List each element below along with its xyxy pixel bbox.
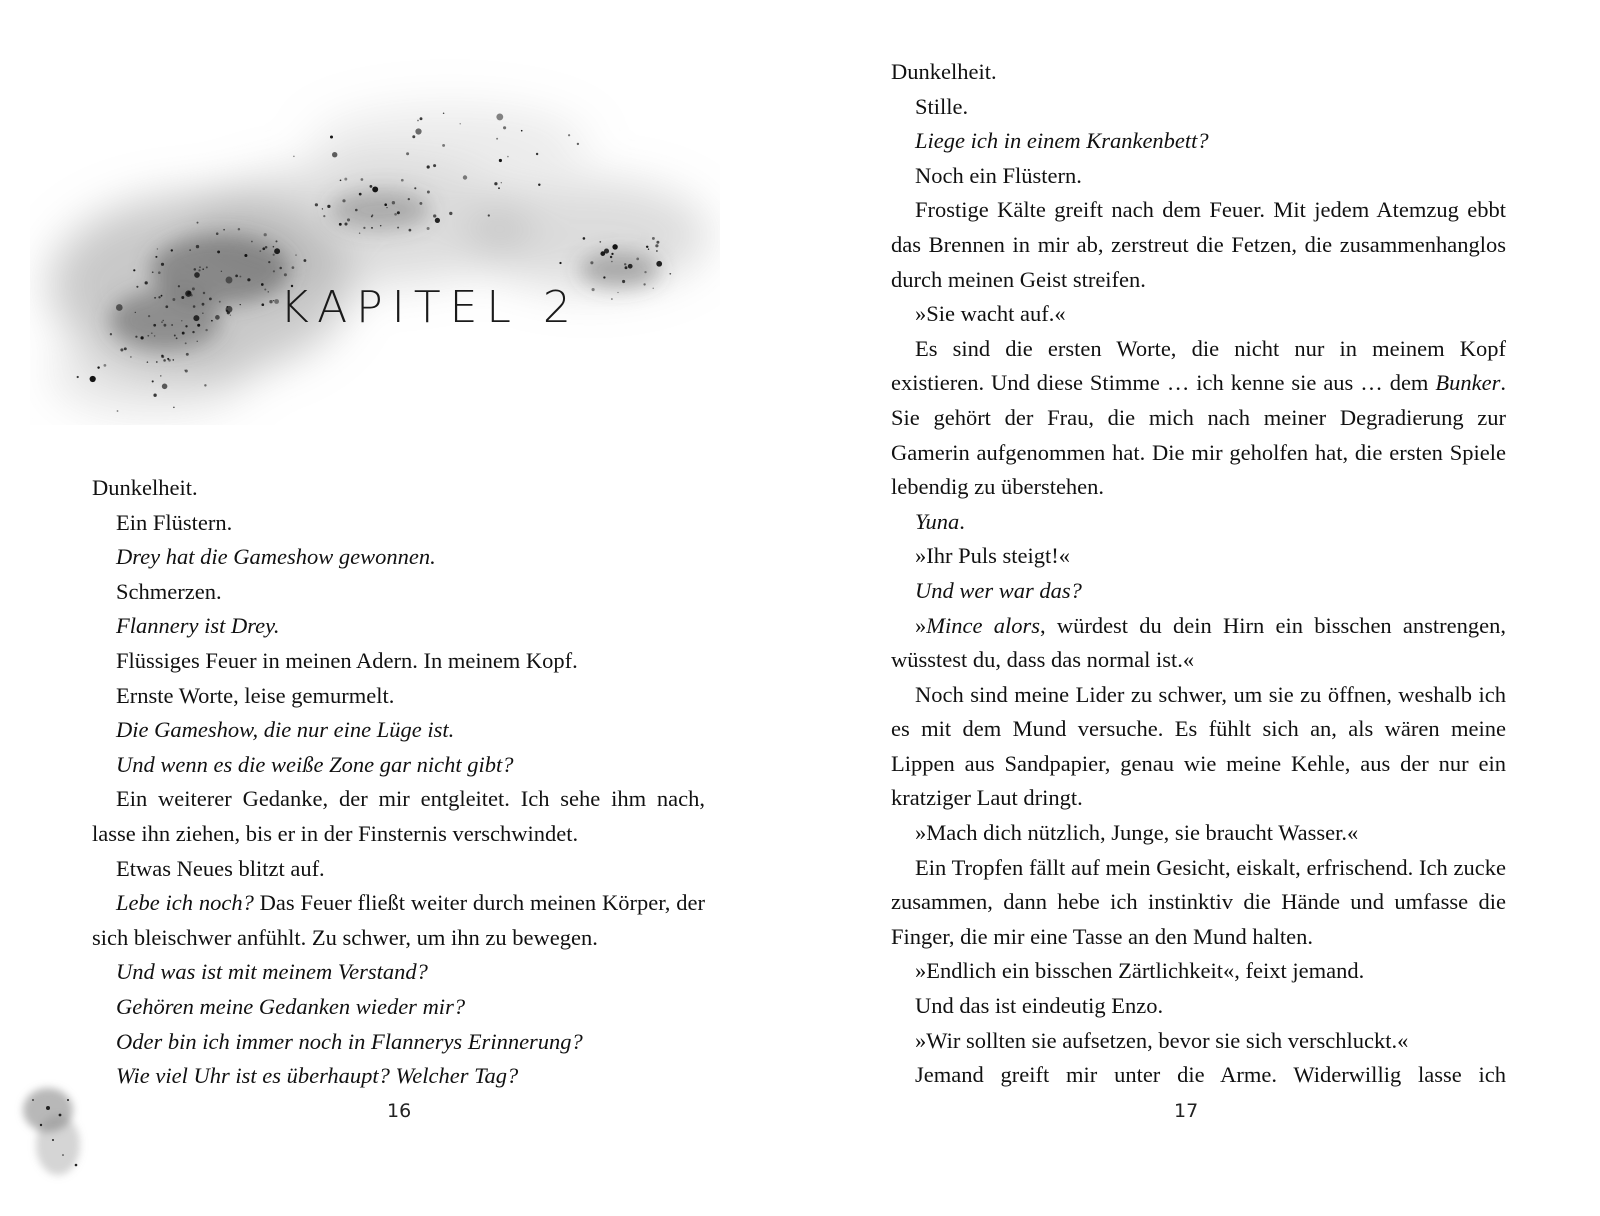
italic-text-run: Und was ist mit meinem Verstand?: [116, 959, 428, 985]
star-dot: [583, 237, 586, 240]
paragraph: [92, 609, 705, 644]
paragraph: [891, 55, 1506, 90]
star-dot: [223, 229, 225, 231]
star-dot: [340, 179, 342, 181]
star-dot: [494, 182, 497, 185]
star-dot: [599, 241, 601, 243]
star-dot: [165, 305, 168, 308]
star-dot: [133, 269, 135, 271]
star-dot: [370, 185, 373, 188]
star-dot: [394, 213, 397, 216]
star-dot: [612, 244, 617, 249]
star-dot: [415, 128, 421, 134]
star-dot: [145, 281, 148, 284]
text-run: »Wir sollten sie aufsetzen, bevor sie sich verschluckt.«: [915, 1027, 1409, 1053]
star-dot: [163, 359, 166, 362]
paragraph: [891, 989, 1506, 1024]
star-dot: [197, 324, 200, 327]
text-run: Ein Flüstern.: [116, 509, 233, 535]
star-dot: [499, 159, 502, 162]
star-dot: [577, 143, 579, 145]
paragraph: [92, 886, 705, 955]
star-dot: [239, 276, 241, 278]
star-dot: [568, 134, 570, 136]
star-dot: [610, 256, 612, 258]
star-dot: [427, 227, 430, 230]
text-run: Es sind die ersten Worte, die nicht nur in meinem Kopf existieren. Und diese Stimme … ich kenne sie aus … dem: [891, 335, 1506, 396]
right-page: [800, 0, 1600, 1216]
star-dot: [427, 191, 430, 194]
star-dot: [193, 315, 199, 321]
paragraph: [92, 748, 705, 783]
star-dot: [273, 270, 275, 272]
star-dot: [90, 376, 96, 382]
star-dot: [262, 247, 265, 250]
star-dot: [153, 394, 156, 397]
star-dot: [120, 348, 123, 351]
star-dot: [636, 258, 639, 261]
star-dot: [503, 126, 506, 129]
star-dot: [460, 123, 461, 124]
text-run: Stille.: [915, 93, 969, 119]
star-dot: [171, 324, 173, 326]
nebula-illustration-icon: [30, 55, 720, 425]
star-dot: [380, 225, 381, 226]
star-dot: [284, 273, 287, 276]
page-number-left: 16: [387, 1100, 412, 1122]
text-run: Etwas Neues blitzt auf.: [116, 855, 325, 881]
star-dot: [157, 248, 158, 249]
star-dot: [185, 342, 187, 344]
star-dot: [176, 337, 178, 339]
star-dot: [344, 222, 347, 225]
star-dot: [273, 246, 275, 248]
star-dot: [656, 261, 662, 267]
paragraph: [891, 678, 1506, 816]
star-dot: [244, 254, 247, 257]
star-dot: [347, 218, 350, 221]
chapter-title: KAPITEL 2: [280, 282, 580, 333]
italic-text-run: Flannery ist Drey.: [116, 613, 280, 639]
star-dot: [196, 245, 199, 248]
paragraph: [92, 471, 705, 506]
paragraph: [92, 955, 705, 990]
text-run: Ein Tropfen fällt auf mein Gesicht, eiskalt, erfrischend. Ich zucke zusammen, dann hebe ich instinktiv die Hände und umfasse die Finger, die mir eine Tasse an den Mund halten.: [891, 854, 1506, 949]
star-dot: [181, 296, 184, 299]
star-dot: [355, 209, 358, 212]
star-dot: [154, 297, 156, 299]
text-run: Und das ist eindeutig Enzo.: [915, 993, 1164, 1019]
star-dot: [408, 198, 410, 200]
star-dot: [190, 294, 193, 297]
star-dot: [339, 223, 342, 226]
star-dot: [104, 364, 107, 367]
star-dot: [164, 324, 167, 327]
star-dot: [259, 250, 261, 252]
star-dot: [153, 324, 156, 327]
star-dot: [135, 312, 136, 313]
star-dot: [189, 249, 190, 250]
star-dot: [219, 301, 221, 303]
star-dot: [443, 113, 445, 115]
star-dot: [435, 218, 440, 223]
star-dot: [414, 187, 416, 189]
text-run: »Endlich ein bisschen Zärtlichkeit«, feixt jemand.: [915, 958, 1365, 984]
italic-text-run: Mince alors: [926, 612, 1040, 638]
star-dot: [646, 246, 648, 248]
italic-text-run: Gehören meine Gedanken wieder mir?: [116, 993, 466, 1019]
star-dot: [611, 253, 613, 255]
italic-text-run: Wie viel Uhr ist es überhaupt? Welcher Tag?: [116, 1063, 519, 1089]
star-dot: [406, 152, 409, 155]
paragraph: [92, 540, 705, 575]
star-dot: [226, 277, 233, 284]
star-dot: [590, 261, 593, 264]
star-dot: [655, 244, 658, 247]
text-run: »Ihr Puls steigt!«: [915, 543, 1070, 569]
star-dot: [538, 183, 540, 185]
star-dot: [182, 332, 185, 335]
paragraph: [891, 816, 1506, 851]
text-run: »: [915, 612, 927, 638]
star-dot: [147, 361, 149, 363]
star-dot: [161, 355, 164, 358]
star-dot: [409, 229, 412, 232]
star-dot: [652, 237, 655, 240]
paragraph: [891, 297, 1506, 332]
star-dot: [611, 298, 613, 300]
star-dot: [192, 287, 195, 290]
star-dot: [209, 297, 212, 300]
star-dot: [419, 202, 422, 205]
paragraph: [92, 713, 705, 748]
star-dot: [617, 292, 618, 293]
star-dot: [161, 321, 163, 323]
star-dot: [178, 285, 180, 287]
star-dot: [521, 130, 523, 132]
star-dot: [330, 135, 333, 138]
star-dot: [274, 299, 279, 304]
star-dot: [496, 113, 503, 120]
star-dot: [158, 271, 161, 274]
star-dot: [332, 152, 337, 157]
star-dot: [161, 295, 163, 297]
star-dot: [344, 178, 347, 181]
star-dot: [397, 211, 400, 214]
star-dot: [172, 298, 175, 301]
star-dot: [202, 303, 205, 306]
star-dot: [427, 165, 430, 168]
star-dot: [449, 212, 452, 215]
star-dot: [643, 283, 645, 285]
page-number-right: 17: [1174, 1100, 1199, 1122]
star-dot: [202, 268, 204, 270]
star-dot: [359, 193, 362, 196]
star-dot: [371, 215, 373, 217]
star-dot: [653, 288, 654, 289]
star-dot: [397, 227, 399, 229]
star-dot: [359, 232, 360, 233]
star-dot: [184, 370, 185, 371]
paragraph: [891, 505, 1506, 540]
star-dot: [279, 267, 282, 270]
star-dot: [161, 263, 164, 266]
star-dot: [147, 335, 149, 337]
star-dot: [185, 325, 187, 327]
paragraph: [92, 679, 705, 714]
star-dot: [130, 356, 131, 357]
star-dot: [488, 214, 490, 216]
star-dot: [148, 315, 150, 317]
star-dot: [240, 304, 241, 305]
star-dot: [117, 410, 119, 412]
star-dot: [116, 304, 123, 311]
star-dot: [463, 175, 467, 179]
star-dot: [158, 296, 160, 298]
text-run: . Sie gehört der Frau, die mich nach meiner Degradierung zur Gamerin aufgenommen hat. Die mir geholfen hat, die ersten Spiele lebendig zu überstehen.: [891, 370, 1506, 500]
star-dot: [135, 336, 137, 338]
star-dot: [412, 135, 415, 138]
star-dot: [261, 283, 264, 286]
star-dot: [162, 384, 168, 390]
text-run: Noch ein Flüstern.: [915, 162, 1082, 188]
star-dot: [322, 208, 323, 209]
star-dot: [624, 263, 626, 265]
star-dot: [363, 227, 365, 229]
text-run: .: [959, 508, 965, 534]
star-dot: [501, 182, 502, 183]
star-dot: [625, 266, 628, 269]
star-dot: [433, 214, 436, 217]
star-dot: [162, 320, 163, 321]
text-run: Dunkelheit.: [92, 475, 198, 500]
star-dot: [155, 256, 157, 258]
paragraph: [891, 90, 1506, 125]
text-run: Noch sind meine Lider zu schwer, um sie zu öffnen, weshalb ich es mit dem Mund versuche. Es fühlt sich an, als wären meine Lippen aus Sandpapier, genau wie meine Kehle, aus der nur ein kratziger Laut dringt.: [891, 681, 1506, 811]
star-dot: [171, 249, 173, 251]
text-run: Ernste Worte, leise gemurmelt.: [116, 682, 395, 708]
star-dot: [433, 164, 436, 167]
star-dot: [230, 315, 231, 316]
star-dot: [315, 203, 318, 206]
star-dot: [269, 300, 272, 303]
text-run: Flüssiges Feuer in meinen Adern. In meinem Kopf.: [116, 647, 578, 673]
star-dot: [172, 359, 174, 361]
star-dot: [124, 347, 127, 350]
text-run: Schmerzen.: [116, 578, 222, 604]
star-dot: [199, 266, 201, 268]
star-dot: [215, 315, 220, 320]
paragraph: [891, 124, 1506, 159]
italic-text-run: Und wer war das?: [915, 577, 1082, 603]
star-dot: [168, 359, 171, 362]
star-dot: [238, 228, 240, 230]
star-dot: [221, 271, 222, 272]
paragraph: [92, 644, 705, 679]
paragraph: [891, 332, 1506, 505]
star-dot: [77, 376, 79, 378]
paragraph: [92, 1059, 705, 1094]
star-dot: [198, 269, 200, 271]
star-dot: [193, 305, 196, 308]
paragraph: [891, 609, 1506, 678]
star-dot: [160, 375, 161, 376]
star-dot: [559, 262, 561, 264]
text-run: , würdest du dein Hirn ein bisschen anstrengen, wüsstest du, dass das normal ist.«: [891, 612, 1506, 673]
paragraph: [891, 574, 1506, 609]
star-dot: [342, 199, 345, 202]
paragraph: [891, 539, 1506, 574]
star-dot: [247, 278, 250, 281]
star-dot: [268, 291, 269, 292]
star-dot: [507, 156, 509, 158]
star-dot: [604, 249, 609, 254]
text-run: Jemand greift mir unter die Arme. Widerwillig lasse ich: [915, 1062, 1506, 1088]
text-run: Ein weiterer Gedanke, der mir entgleitet. Ich sehe ihm nach, lasse ihn ziehen, bis er in der Finsternis verschwindet.: [92, 786, 705, 846]
paragraph: [891, 954, 1506, 989]
left-body-text: [92, 471, 705, 1094]
star-dot: [303, 259, 306, 262]
paragraph: [92, 506, 705, 541]
star-dot: [152, 271, 154, 273]
star-dot: [496, 138, 498, 140]
star-dot: [216, 232, 219, 235]
star-dot: [251, 241, 253, 243]
paragraph: [92, 1025, 705, 1060]
italic-text-run: Drey hat die Gameshow gewonnen.: [116, 544, 436, 570]
star-dot: [273, 300, 274, 301]
star-dot: [261, 303, 264, 306]
star-dot: [202, 313, 203, 314]
star-dot: [194, 268, 197, 271]
italic-text-run: Und wenn es die weiße Zone gar nicht gibt?: [116, 751, 514, 777]
star-dot: [392, 201, 395, 204]
star-dot: [293, 156, 294, 157]
star-dot: [186, 353, 189, 356]
star-dot: [420, 117, 423, 120]
paragraph: [92, 852, 705, 887]
star-dot: [628, 264, 633, 269]
star-dot: [401, 179, 404, 182]
corner-nebula-icon: [8, 1070, 98, 1190]
star-dot: [204, 384, 206, 386]
star-dot: [197, 341, 198, 342]
star-dot: [371, 227, 373, 229]
star-dot: [275, 240, 277, 242]
star-dot: [174, 335, 176, 337]
star-dot: [592, 288, 595, 291]
star-dot: [669, 273, 671, 275]
star-dot: [361, 178, 364, 181]
text-run: »Sie wacht auf.«: [915, 301, 1066, 327]
star-dot: [622, 280, 625, 283]
star-dot: [417, 120, 419, 122]
star-dot: [173, 407, 174, 408]
paragraph: [891, 1058, 1506, 1093]
star-dot: [292, 266, 295, 269]
star-dot: [205, 329, 207, 331]
star-dot: [211, 320, 213, 322]
star-dot: [265, 246, 268, 249]
star-dot: [181, 320, 182, 321]
star-dot: [110, 333, 112, 335]
paragraph: [92, 990, 705, 1025]
text-run: Frostige Kälte greift nach dem Feuer. Mit jedem Atemzug ebbt das Brennen in mir ab, zerstreut die Fetzen, die zusammenhanglos durch meinen Geist streifen.: [891, 197, 1506, 292]
star-dot: [656, 250, 658, 252]
star-dot: [536, 153, 538, 155]
text-run: »Mach dich nützlich, Junge, sie braucht Wasser.«: [915, 820, 1359, 846]
star-dot: [273, 254, 275, 256]
star-dot: [197, 222, 199, 224]
star-dot: [97, 366, 99, 368]
italic-text-run: Yuna: [915, 508, 960, 534]
star-dot: [295, 254, 296, 255]
star-dot: [154, 335, 156, 337]
star-dot: [136, 286, 138, 288]
text-run: Dunkelheit.: [891, 59, 997, 84]
italic-text-run: Liege ich in einem Krankenbett?: [915, 128, 1209, 154]
star-dot: [498, 187, 500, 189]
star-dot: [274, 248, 280, 254]
italic-text-run: Lebe ich noch?: [116, 890, 254, 916]
italic-text-run: Die Gameshow, die nur eine Lüge ist.: [116, 717, 455, 743]
star-dot: [192, 331, 194, 333]
star-dot: [386, 207, 387, 208]
paragraph: [891, 193, 1506, 297]
star-dot: [203, 292, 205, 294]
star-dot: [264, 233, 267, 236]
star-dot: [648, 248, 649, 249]
star-dot: [152, 380, 154, 382]
right-body-text: [891, 55, 1506, 1093]
star-dot: [603, 276, 605, 278]
paragraph: [891, 159, 1506, 194]
star-dot: [442, 144, 445, 147]
star-dot: [140, 336, 143, 339]
star-dot: [194, 272, 200, 278]
star-dot: [217, 250, 220, 253]
star-dot: [323, 215, 325, 217]
star-dot: [226, 306, 233, 313]
paragraph: [92, 782, 705, 851]
paragraph: [891, 1024, 1506, 1059]
star-dot: [644, 271, 646, 273]
star-dot: [268, 261, 270, 263]
italic-text-run: Oder bin ich immer noch in Flannerys Erinnerung?: [116, 1028, 583, 1054]
paragraph: [891, 851, 1506, 955]
star-dot: [372, 186, 378, 192]
italic-text-run: Bunker: [1435, 370, 1501, 396]
star-dot: [327, 205, 330, 208]
star-dot: [206, 266, 208, 268]
paragraph: [92, 575, 705, 610]
star-dot: [151, 332, 153, 334]
star-dot: [156, 361, 158, 363]
star-dot: [264, 288, 266, 290]
text-run: Das Feuer fließt weiter durch meinen Körper, der sich bleischwer anfühlt. Zu schwer, um ihn zu bewegen.: [92, 890, 705, 950]
star-dot: [235, 275, 238, 278]
star-dot: [611, 261, 613, 263]
star-dot: [656, 241, 659, 244]
star-dot: [384, 203, 387, 206]
